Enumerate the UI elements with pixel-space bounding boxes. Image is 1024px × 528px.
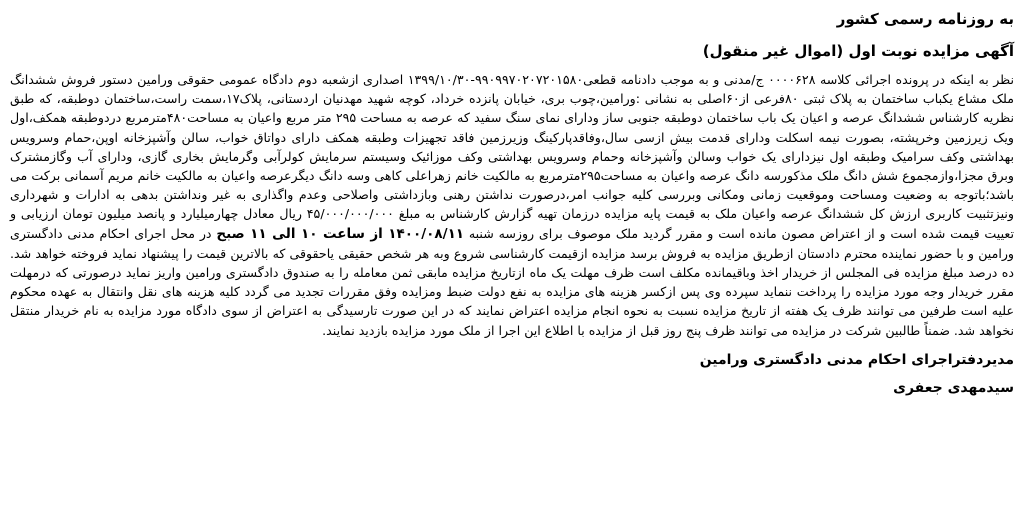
- notice-body: [10, 70, 1014, 340]
- auction-datetime: ۱۴۰۰/۰۸/۱۱ از ساعت ۱۰ الی ۱۱ صبح: [216, 225, 465, 242]
- body-part-1: نظر به اینکه در پرونده اجرائی کلاسه ۰۰۰۰۶۲۸ ج/مدنی و به موجب دادنامه قطعی۹۹۰۹۹۷۰۲۰۷۲۰۱۵۸۰-۱۳۹۹/۱۰/۳۰ اصداری ازشعبه دوم دادگاه عمومی حقوقی ورامین دستور فروش ششدانگ ملک مشاع یکباب ساختمان به پلاک ثبتی ۸۰فرعی از۶۰اصلی به نشانی :ورامین،چوب بری، خیابان پانزده خرداد، کوچه شهید مهدنیان اردستانی، پلاک۱۷،سمت راست،ساختمان دوطبقه، که طبق نظریه کارشناس ششدانگ عرصه و اعیان یک باب ساختمان دوطبقه جنوبی ساز ودارای نمای سنگ سفید که عرصه به مساحت ۲۹۵ متر مربع واعیان به مساحت۴۸۰مترمربع دردوطبقه همکف،اول ویک زیرزمین وخرپشته، بصورت نیمه اسکلت ودارای قدمت بیش ازسی سال،وفاقدپارکینگ وزیرزمین فاقد تجهیزات وطبقه همکف دارای دواتاق خواب، سالن وآشپزخانه اوپن،حمام وسرویس بهداشتی وکف سرامیک وطبقه اول نیزدارای یک خواب وسالن وآشپزخانه وحمام وسرویس بهداشتی وکف موزائیک وسیستم سرمایش کولرآبی وگرمایش بخاری گازی، ودارای آب وگازمشترک وبرق مجزا،وازمجموع شش دانگ ملک مذکورسه دانگ عرصه واعیان به مساحت۲۹۵مترمربع به مالکیت خانم زهراعلی کاهی وسه دانگ دیگرعرصه واعیان به مالکیت خانم مریم آسمانی برکت می باشد؛باتوجه به وضعیت ومساحت وموقعیت زمانی ومکانی وبررسی کلیه جوانب امر،درصورت نداشتن رهنی وبازداشتی واصلاحی وعدم واگذاری به غیر ونداشتن بدهی به ادارات و شهرداری ونیزتثبیت کاربری ارزش کل ششدانگ عرصه واعیان ملک به قیمت پایه مزایده درزمان تهیه گزارش کارشناس به مبلغ ۴۵/۰۰۰/۰۰۰/۰۰۰ ریال معادل چهارمیلیارد و پانصد میلیون تومان ارزیابی و تعییت قیمت شده است و از اعتراض مصون مانده است و مقرر گردید ملک موصوف برای روزسه شنبه: [10, 72, 1015, 241]
- notice-title: آگهی مزایده نوبت اول (اموال غیر منقول): [702, 42, 1014, 60]
- signature-name: سیدمهدی جعفری: [893, 379, 1014, 396]
- signature-organization: مدیردفتراجرای احکام مدنی دادگستری ورامین: [699, 351, 1014, 368]
- body-part-2: در محل اجرای احکام مدنی دادگستری ورامین و با حضور نماینده محترم دادستان ازطریق مزایده به فروش برسد مزایده ازقیمت کارشناسی شروع وبه هر شخص حقیقی یاحقوقی که بالاترین قیمت را پیشنهاد نماید فروخته خواهد شد. ده درصد مبلغ مزایده فی المجلس از خریدار اخذ وباقیمانده مکلف است ظرف مهلت یک ماه ازتاریخ مزایده مابقی ثمن معامله را به صندوق دادگستری ورامین واریز نماید درصورتی که درمهلت مقرر خریدار وجه مورد مزایده را پرداخت ننماید سپرده وی پس ازکسر هزینه های مزایده به نفع دولت ضبط ومزایده وفق مقررات تجدید می گردد کلیه هزینه های نقل وانتقال به عهده محکوم علیه است طرفین می توانند ظرف یک هفته از تاریخ مزایده نسبت به نحوه انجام مزایده اعتراض نمایند که در این صورت تارسیدگی به اعتراض از سوی دادگاه مورد مزایده به نام خریدار منتقل نخواهد شد. ضمناً طالبین شرکت در مزایده می توانند ظرف پنج روز قبل از مزایده با اطلاع این اجرا از ملک مورد مزایده بازدید نمایند.: [10, 225, 1014, 338]
- newspaper-line: به روزنامه رسمی کشور: [836, 10, 1014, 28]
